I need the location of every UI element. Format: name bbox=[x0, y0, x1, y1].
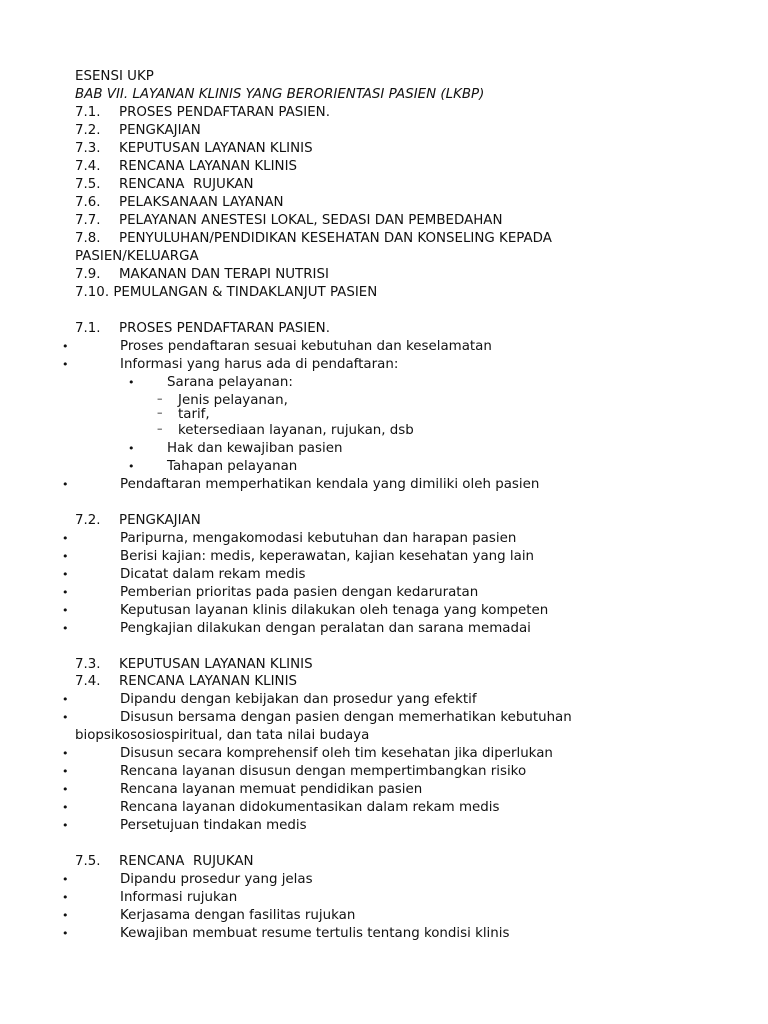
toc-label: RENCANA RUJUKAN bbox=[119, 177, 254, 192]
list-item: Proses pendaftaran sesuai kebutuhan dan keselamatan bbox=[120, 339, 492, 354]
bullet-icon: • bbox=[62, 783, 69, 796]
bullet-icon: • bbox=[62, 693, 69, 706]
chapter-heading: BAB VII. LAYANAN KLINIS YANG BERORIENTASI PASIEN (LKBP) bbox=[75, 87, 485, 102]
bullet-icon: • bbox=[62, 711, 69, 724]
list-item-continued: biopsikososiospiritual, dan tata nilai budaya bbox=[75, 728, 370, 743]
toc-label: PELAKSANAAN LAYANAN bbox=[119, 195, 284, 210]
bullet-icon: • bbox=[62, 765, 69, 778]
list-item: Rencana layanan disusun dengan mempertimbangkan risiko bbox=[120, 764, 527, 779]
bullet-icon: • bbox=[62, 622, 69, 635]
list-item: Persetujuan tindakan medis bbox=[120, 818, 307, 833]
sub-bullet-icon: • bbox=[128, 442, 135, 455]
toc-num: 7.4. bbox=[75, 159, 101, 174]
toc-num: 7.2. bbox=[75, 123, 101, 138]
dash-icon: – bbox=[157, 406, 163, 419]
list-item: Dicatat dalam rekam medis bbox=[120, 567, 306, 582]
bullet-icon: • bbox=[62, 801, 69, 814]
section-num: 7.1. bbox=[75, 321, 101, 336]
list-item: Rencana layanan memuat pendidikan pasien bbox=[120, 782, 423, 797]
dash-item: ketersediaan layanan, rujukan, dsb bbox=[178, 423, 414, 438]
toc-label: MAKANAN DAN TERAPI NUTRISI bbox=[119, 267, 329, 282]
toc-num: 7.3. bbox=[75, 141, 101, 156]
bullet-icon: • bbox=[62, 532, 69, 545]
bullet-icon: • bbox=[62, 478, 69, 491]
list-item: Kewajiban membuat resume tertulis tentang kondisi klinis bbox=[120, 926, 510, 941]
bullet-icon: • bbox=[62, 550, 69, 563]
toc-label: KEPUTUSAN LAYANAN KLINIS bbox=[119, 141, 313, 156]
section-num: 7.3. bbox=[75, 657, 101, 672]
sub-bullet-icon: • bbox=[128, 376, 135, 389]
toc-label: PENGKAJIAN bbox=[119, 123, 201, 138]
dash-item: Jenis pelayanan, bbox=[178, 393, 288, 408]
list-item: Informasi rujukan bbox=[120, 890, 238, 905]
section-heading: RENCANA LAYANAN KLINIS bbox=[119, 674, 298, 689]
list-item: Disusun bersama dengan pasien dengan memerhatikan kebutuhan bbox=[120, 710, 572, 725]
list-item: Berisi kajian: medis, keperawatan, kajian kesehatan yang lain bbox=[120, 549, 535, 564]
list-item: Pemberian prioritas pada pasien dengan kedaruratan bbox=[120, 585, 479, 600]
list-item: Dipandu dengan kebijakan dan prosedur yang efektif bbox=[120, 692, 477, 707]
list-item: Paripurna, mengakomodasi kebutuhan dan harapan pasien bbox=[120, 531, 517, 546]
list-item: Rencana layanan didokumentasikan dalam rekam medis bbox=[120, 800, 500, 815]
list-item: Pendaftaran memperhatikan kendala yang dimiliki oleh pasien bbox=[120, 477, 540, 492]
section-heading: PENGKAJIAN bbox=[119, 513, 201, 528]
section-heading: RENCANA RUJUKAN bbox=[119, 854, 254, 869]
toc-label: PENYULUHAN/PENDIDIKAN KESEHATAN DAN KONSELING KEPADA bbox=[119, 231, 552, 246]
section-heading: PROSES PENDAFTARAN PASIEN. bbox=[119, 321, 330, 336]
list-item: Pengkajian dilakukan dengan peralatan dan sarana memadai bbox=[120, 621, 531, 636]
bullet-icon: • bbox=[62, 340, 69, 353]
sub-bullet-icon: • bbox=[128, 460, 135, 473]
section-num: 7.2. bbox=[75, 513, 101, 528]
list-item: Informasi yang harus ada di pendaftaran: bbox=[120, 357, 399, 372]
list-item: Keputusan layanan klinis dilakukan oleh tenaga yang kompeten bbox=[120, 603, 549, 618]
bullet-icon: • bbox=[62, 873, 69, 886]
bullet-icon: • bbox=[62, 358, 69, 371]
sub-list-item: Hak dan kewajiban pasien bbox=[167, 441, 343, 456]
doc-title: ESENSI UKP bbox=[75, 69, 154, 84]
dash-icon: – bbox=[157, 422, 163, 435]
toc-num: 7.7. bbox=[75, 213, 101, 228]
sub-list-item: Sarana pelayanan: bbox=[167, 375, 293, 390]
bullet-icon: • bbox=[62, 927, 69, 940]
bullet-icon: • bbox=[62, 747, 69, 760]
list-item: Dipandu prosedur yang jelas bbox=[120, 872, 313, 887]
bullet-icon: • bbox=[62, 604, 69, 617]
section-heading: KEPUTUSAN LAYANAN KLINIS bbox=[119, 657, 313, 672]
toc-label: PELAYANAN ANESTESI LOKAL, SEDASI DAN PEMBEDAHAN bbox=[119, 213, 503, 228]
bullet-icon: • bbox=[62, 819, 69, 832]
toc-label: PROSES PENDAFTARAN PASIEN. bbox=[119, 105, 330, 120]
toc-num: 7.6. bbox=[75, 195, 101, 210]
bullet-icon: • bbox=[62, 891, 69, 904]
bullet-icon: • bbox=[62, 568, 69, 581]
toc-num: 7.9. bbox=[75, 267, 101, 282]
toc-label: RENCANA LAYANAN KLINIS bbox=[119, 159, 298, 174]
list-item: Kerjasama dengan fasilitas rujukan bbox=[120, 908, 356, 923]
bullet-icon: • bbox=[62, 586, 69, 599]
toc-num: 7.1. bbox=[75, 105, 101, 120]
list-item: Disusun secara komprehensif oleh tim kesehatan jika diperlukan bbox=[120, 746, 553, 761]
section-num: 7.5. bbox=[75, 854, 101, 869]
toc-num: 7.5. bbox=[75, 177, 101, 192]
bullet-icon: • bbox=[62, 909, 69, 922]
sub-list-item: Tahapan pelayanan bbox=[167, 459, 298, 474]
dash-item: tarif, bbox=[178, 407, 210, 422]
toc-num: 7.8. bbox=[75, 231, 101, 246]
dash-icon: – bbox=[157, 392, 163, 405]
section-num: 7.4. bbox=[75, 674, 101, 689]
toc-label-continued: PASIEN/KELUARGA bbox=[75, 249, 199, 264]
toc-item-7-10: 7.10. PEMULANGAN & TINDAKLANJUT PASIEN bbox=[75, 285, 378, 300]
